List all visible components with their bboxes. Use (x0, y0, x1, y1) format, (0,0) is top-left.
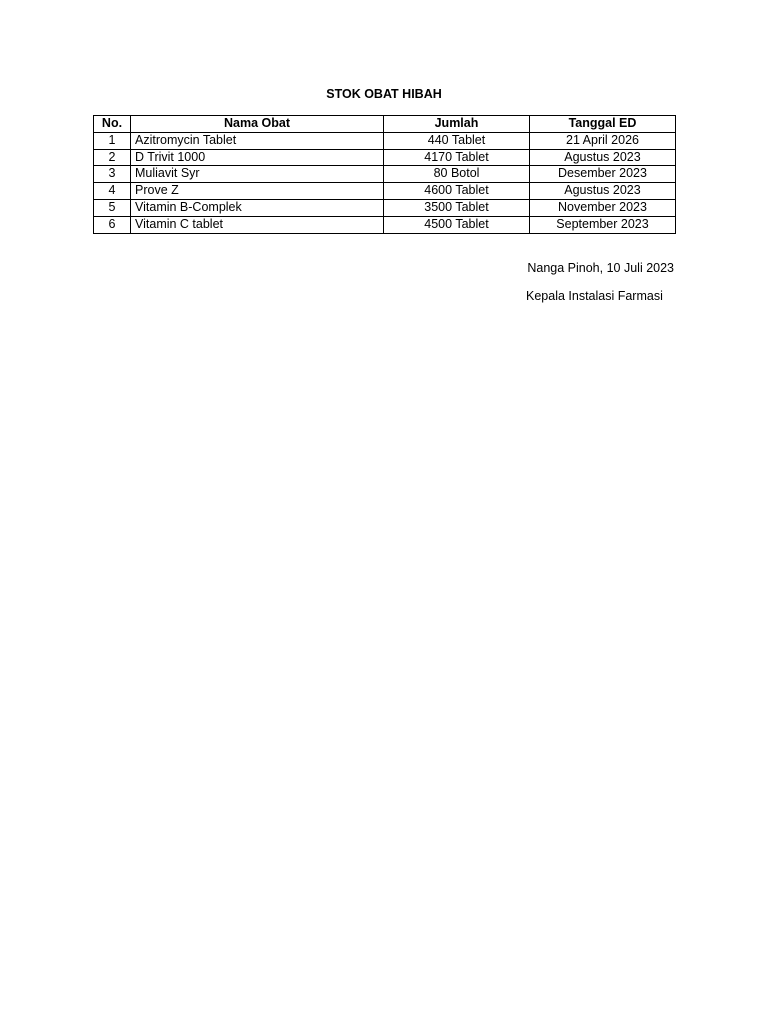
table-row (94, 199, 676, 216)
table-row (94, 216, 676, 233)
table-row (94, 149, 676, 166)
cell-qty: 80 Botol (384, 166, 530, 183)
cell-qty: 3500 Tablet (384, 199, 530, 216)
cell-no: 4 (94, 183, 131, 200)
cell-date: September 2023 (530, 216, 676, 233)
header-no: No. (94, 116, 131, 133)
cell-name: Vitamin C tablet (131, 216, 384, 233)
cell-no: 1 (94, 132, 131, 149)
cell-qty: 4600 Tablet (384, 183, 530, 200)
cell-name: D Trivit 1000 (131, 149, 384, 166)
cell-qty: 440 Tablet (384, 132, 530, 149)
cell-date: Desember 2023 (530, 166, 676, 183)
cell-name: Prove Z (131, 183, 384, 200)
table-row (94, 183, 676, 200)
cell-no: 6 (94, 216, 131, 233)
place-date: Nanga Pinoh, 10 Juli 2023 (527, 261, 674, 275)
cell-qty: 4500 Tablet (384, 216, 530, 233)
cell-name: Muliavit Syr (131, 166, 384, 183)
header-qty: Jumlah (384, 116, 530, 133)
cell-date: November 2023 (530, 199, 676, 216)
table-header-row (94, 116, 676, 133)
cell-qty: 4170 Tablet (384, 149, 530, 166)
cell-no: 2 (94, 149, 131, 166)
signer-title: Kepala Instalasi Farmasi (526, 289, 663, 303)
cell-date: 21 April 2026 (530, 132, 676, 149)
cell-no: 3 (94, 166, 131, 183)
cell-name: Azitromycin Tablet (131, 132, 384, 149)
header-name: Nama Obat (131, 116, 384, 133)
cell-date: Agustus 2023 (530, 183, 676, 200)
stock-table (93, 115, 676, 234)
header-date: Tanggal ED (530, 116, 676, 133)
table-row (94, 132, 676, 149)
cell-date: Agustus 2023 (530, 149, 676, 166)
cell-no: 5 (94, 199, 131, 216)
cell-name: Vitamin B-Complek (131, 199, 384, 216)
table-row (94, 166, 676, 183)
document-title: STOK OBAT HIBAH (326, 87, 442, 101)
